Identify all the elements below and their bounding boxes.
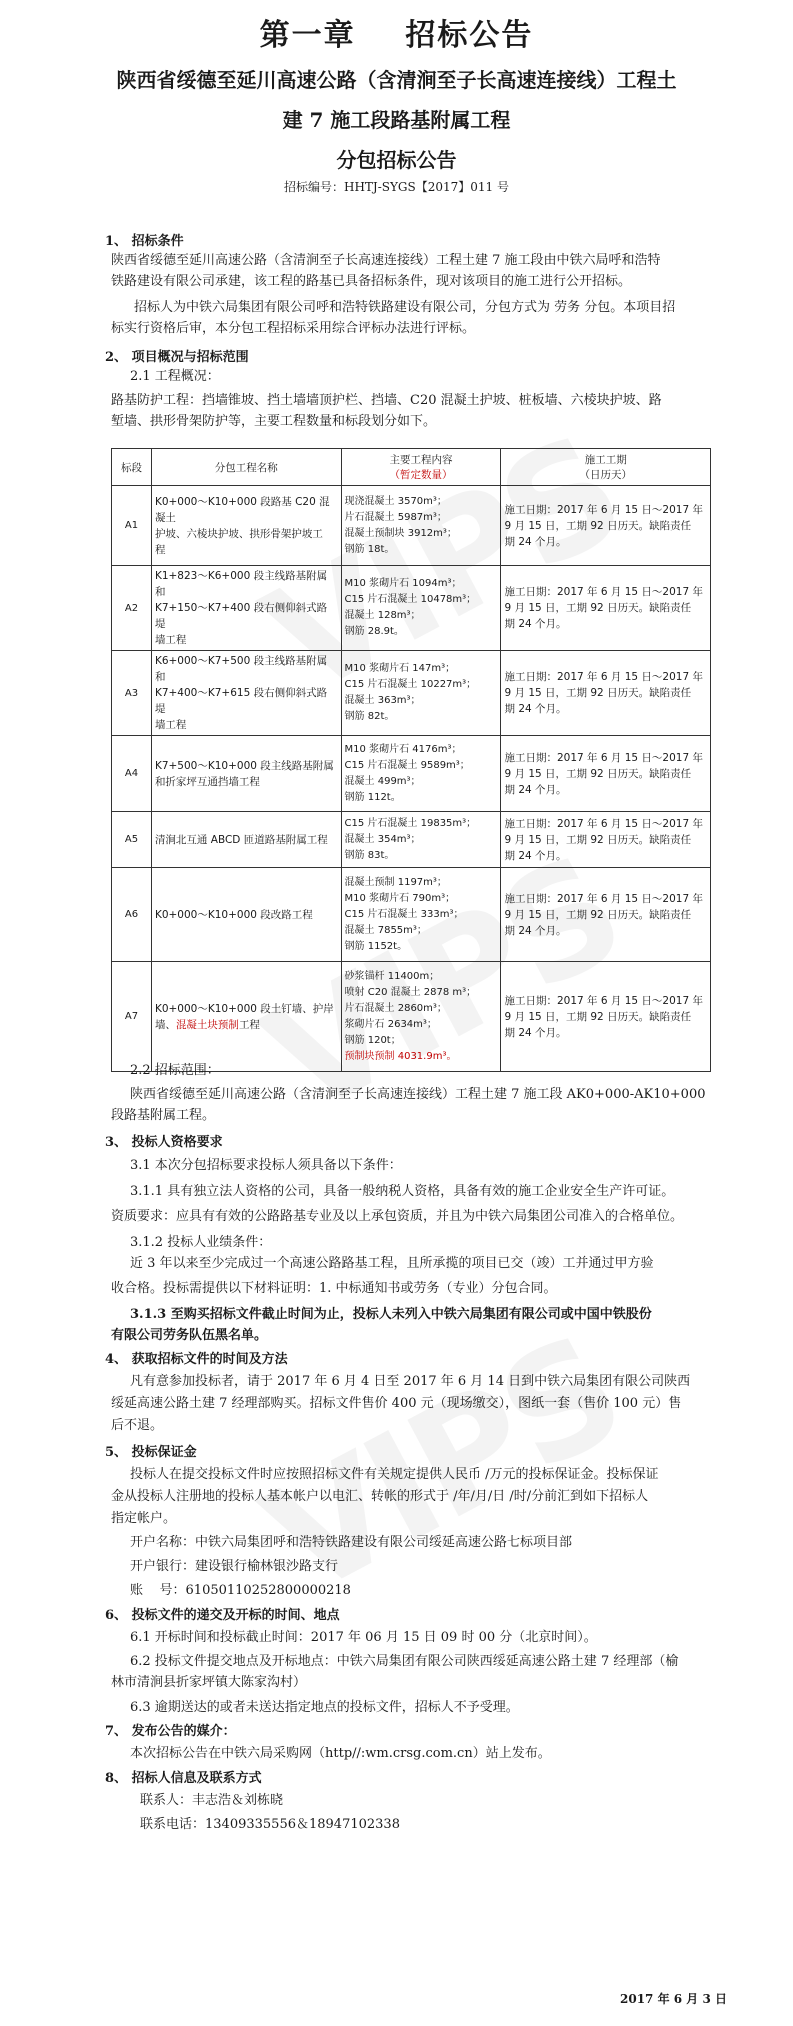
section-3-p6: 收合格。投标需提供以下材料证明：1. 中标通知书或劳务（专业）分包合同。 — [111, 1281, 557, 1296]
period-line: 期 24 个月。 — [504, 703, 567, 715]
content-line: 混凝土预制块 3912m³； — [344, 527, 457, 539]
period-line: 施工日期：2017 年 6 月 15 日～2017 年 — [504, 671, 703, 683]
lot-cell: A2 — [112, 566, 152, 651]
content-line: 钢筋 18t。 — [344, 543, 395, 555]
name-line: K0+000～K10+000 段路基 C20 混凝土 — [154, 495, 330, 524]
period-line: 9 月 15 日，工期 92 日历天。缺陷责任 — [504, 767, 692, 780]
period-line: 施工日期：2017 年 6 月 15 日～2017 年 — [504, 586, 703, 598]
lot-cell: A7 — [112, 962, 152, 1072]
period-line: 施工日期：2017 年 6 月 15 日～2017 年 — [504, 503, 703, 516]
bid-code: 招标编号：HHTJ-SYGS【2017】011 号 — [283, 180, 509, 194]
content-line: M10 浆砌片石 4176m³； — [344, 743, 462, 755]
content-cell — [341, 812, 501, 868]
lot-cell: A3 — [112, 651, 152, 736]
section-4-line3: 后不退。 — [111, 1418, 164, 1433]
name-line: 墙工程 — [154, 719, 187, 731]
section-6-line4: 6.3 逾期送达的或者未送达指定地点的投标文件，招标人不予受理。 — [130, 1700, 519, 1715]
section-5-line3: 指定帐户。 — [111, 1511, 177, 1526]
name-line: K7+400～K7+615 段右侧仰斜式路堤 — [154, 687, 328, 715]
content-line: 混凝土 354m³； — [344, 833, 421, 845]
table-row — [112, 736, 711, 812]
period-line: 9 月 15 日，工期 92 日历天。缺陷责任 — [504, 1010, 692, 1023]
account-number: 账 号：61050110252800000218 — [130, 1583, 351, 1598]
name-cell — [151, 736, 341, 812]
name-line: 墙工程 — [154, 634, 187, 646]
name-cell — [151, 651, 341, 736]
table-row — [112, 868, 711, 962]
content-line: C15 片石混凝土 10227m³； — [344, 679, 477, 690]
header-lot: 标段 — [112, 449, 152, 486]
content-line: 砂浆锚杆 11400m； — [344, 970, 440, 982]
chapter-title: 第一章 招标公告 — [259, 18, 534, 53]
period-line: 9 月 15 日，工期 92 日历天。缺陷责任 — [504, 833, 692, 846]
section-6-heading: 6、 投标文件的递交及开标的时间、地点 — [105, 1608, 340, 1623]
table-row — [112, 962, 711, 1072]
content-line: 钢筋 1152t。 — [344, 940, 408, 952]
header-name: 分包工程名称 — [151, 449, 341, 486]
content-line: M10 浆砌片石 790m³； — [344, 892, 456, 904]
section-3-p1: 3.1 本次分包招标要求投标人须具备以下条件： — [130, 1158, 402, 1173]
project-title-line2: 建 7 施工段路基附属工程 — [282, 108, 511, 132]
table-row — [112, 812, 711, 868]
lot-cell: A5 — [112, 812, 152, 868]
content-line: 混凝土 128m³； — [344, 610, 421, 621]
name-line: K7+500～K10+000 段主线路基附属 — [154, 759, 334, 772]
section-1-para1-line1: 陕西省绥德至延川高速公路（含清涧至子长高速连接线）工程土建 7 施工段由中铁六局呼和浩特 — [111, 253, 661, 268]
name-cell — [151, 812, 341, 868]
section-5-line2: 金从投标人注册地的投标人基本帐户以电汇、转帐的形式于 /年/月/日 /时/分前汇到如下招标人 — [111, 1489, 649, 1504]
section-8-heading: 8、 招标人信息及联系方式 — [105, 1771, 262, 1786]
content-line: 混凝土 363m³； — [344, 695, 421, 706]
content-line: 钢筋 28.9t。 — [344, 626, 404, 637]
section-2-heading: 2、 项目概况与招标范围 — [105, 350, 249, 365]
content-line: 喷射 C20 混凝土 2878 m³； — [344, 986, 477, 998]
period-line: 期 24 个月。 — [504, 1026, 567, 1039]
name-red-highlight: 混凝土块预制 — [175, 1018, 239, 1031]
name-line: 墙、混凝土块预制工程 — [154, 1018, 260, 1031]
content-line: 片石混凝土 5987m³； — [344, 511, 447, 523]
table-header-row — [112, 449, 711, 486]
content-line: 钢筋 120t； — [344, 1034, 401, 1046]
content-line: M10 浆砌片石 1094m³； — [344, 578, 462, 589]
content-cell — [341, 736, 501, 812]
name-line: 清涧北互通 ABCD 匝道路基附属工程 — [154, 833, 328, 846]
content-cell — [341, 486, 501, 566]
content-line: 钢筋 112t。 — [344, 791, 401, 803]
section-3-p2: 3.1.1 具有独立法人资格的公司，具备一般纳税人资格，具备有效的施工企业安全生产许可证。 — [130, 1184, 675, 1199]
section-7-line1: 本次招标公告在中铁六局采购网（http//:wm.crsg.com.cn）站上发布。 — [130, 1746, 551, 1761]
name-line: 护坡、六棱块护坡、拱形骨架护坡工 — [154, 527, 323, 540]
account-name: 开户名称：中铁六局集团呼和浩特铁路建设有限公司绥延高速公路七标项目部 — [130, 1535, 573, 1550]
section-2-para-line1: 路基防护工程：挡墙锥坡、挡土墙墙顶护栏、挡墙、C20 混凝土护坡、桩板墙、六棱块护坡、路 — [111, 393, 662, 408]
period-cell — [501, 962, 711, 1072]
header-content-sub: （暂定数量） — [389, 469, 453, 481]
section-4-line1: 凡有意参加投标者，请于 2017 年 6 月 4 日至 2017 年 6 月 14 日到中铁六局集团有限公司陕西 — [130, 1374, 691, 1389]
header-content-main: 主要工程内容 — [389, 454, 453, 466]
content-line: 混凝土预制 1197m³； — [344, 876, 447, 888]
content-line: 钢筋 82t。 — [344, 711, 395, 722]
section-1-para1-line2: 铁路建设有限公司承建，该工程的路基已具备招标条件，现对该项目的施工进行公开招标。 — [111, 274, 632, 289]
section-3-p7-line2: 有限公司劳务队伍黑名单。 — [111, 1328, 268, 1343]
name-cell — [151, 962, 341, 1072]
scope-line2: 段路基附属工程。 — [111, 1108, 216, 1123]
period-cell — [501, 868, 711, 962]
name-cell — [151, 566, 341, 651]
period-line: 施工日期：2017 年 6 月 15 日～2017 年 — [504, 892, 703, 905]
lot-cell: A4 — [112, 736, 152, 812]
content-line: C15 片石混凝土 19835m³； — [344, 817, 477, 829]
content-line: C15 片石混凝土 333m³； — [344, 908, 464, 920]
content-cell — [341, 566, 501, 651]
section-4-line2: 绥延高速公路土建 7 经理部购买。招标文件售价 400 元（现场缴交），图纸一套（售价 100 元）售 — [111, 1396, 682, 1411]
period-cell — [501, 486, 711, 566]
name-line: 程 — [154, 543, 166, 556]
notice-title: 分包招标公告 — [336, 148, 457, 172]
content-line: 片石混凝土 2860m³； — [344, 1002, 447, 1014]
section-3-p4: 3.1.2 投标人业绩条件： — [130, 1235, 272, 1250]
period-line: 期 24 个月。 — [504, 535, 567, 548]
period-line: 9 月 15 日，工期 92 日历天。缺陷责任 — [504, 602, 692, 614]
scope-line1: 陕西省绥德至延川高速公路（含清涧至子长高速连接线）工程土建 7 施工段 AK0+000-AK10+000 — [130, 1087, 706, 1102]
name-line: K7+150～K7+400 段右侧仰斜式路堤 — [154, 602, 328, 630]
name-line: 和折家坪互通挡墙工程 — [154, 775, 260, 788]
scope-heading: 2.2 招标范围： — [130, 1063, 220, 1078]
content-line: 钢筋 83t。 — [344, 849, 395, 861]
header-period-sub: （日历天） — [579, 469, 632, 481]
period-line: 9 月 15 日，工期 92 日历天。缺陷责任 — [504, 687, 692, 699]
lot-cell: A6 — [112, 868, 152, 962]
section-1-para2-line2: 标实行资格后审，本分包工程招标采用综合评标办法进行评标。 — [111, 321, 476, 336]
table-row — [112, 651, 711, 736]
section-3-p5: 近 3 年以来至少完成过一个高速公路路基工程，且所承揽的项目已交（竣）工并通过甲方验 — [130, 1256, 654, 1271]
bank-name: 开户银行：建设银行榆林银沙路支行 — [130, 1559, 339, 1574]
name-line: K6+000～K7+500 段主线路基附属和 — [154, 655, 328, 683]
notice-date: 2017 年 6 月 3 日 — [620, 1992, 727, 2006]
period-line: 施工日期：2017 年 6 月 15 日～2017 年 — [504, 751, 703, 764]
section-1-heading: 1、 招标条件 — [105, 234, 184, 249]
content-line: 混凝土 499m³； — [344, 775, 421, 787]
header-content — [341, 449, 501, 486]
content-cell — [341, 962, 501, 1072]
section-3-p3: 资质要求：应具有有效的公路路基专业及以上承包资质，并且为中铁六局集团公司准入的合格单位。 — [111, 1209, 684, 1224]
section-2-para-line2: 堑墙、拱形骨架防护等，主要工程数量和标段划分如下。 — [111, 414, 437, 429]
period-cell — [501, 651, 711, 736]
section-6-line3: 林市清涧县折家坪镇大陈家沟村） — [111, 1675, 307, 1690]
header-period — [501, 449, 711, 486]
section-3-p7-line1: 3.1.3 至购买招标文件截止时间为止，投标人未列入中铁六局集团有限公司或中国中铁股份 — [130, 1307, 652, 1322]
lot-cell: A1 — [112, 486, 152, 566]
section-3-heading: 3、 投标人资格要求 — [105, 1135, 223, 1150]
content-cell — [341, 651, 501, 736]
name-cell — [151, 486, 341, 566]
content-line: 混凝土 7855m³； — [344, 924, 427, 936]
table-row — [112, 486, 711, 566]
section-2-1-heading: 2.1 工程概况： — [130, 369, 220, 384]
content-line: M10 浆砌片石 147m³； — [344, 663, 456, 674]
content-line: 浆砌片石 2634m³； — [344, 1018, 437, 1030]
period-line: 期 24 个月。 — [504, 924, 567, 937]
content-line: 现浇混凝土 3570m³； — [344, 495, 447, 507]
period-line: 期 24 个月。 — [504, 618, 567, 630]
section-6-line2: 6.2 投标文件提交地点及开标地点：中铁六局集团有限公司陕西绥延高速公路土建 7 经理部（榆 — [130, 1654, 679, 1669]
contact-phone: 联系电话：13409335556＆18947102338 — [140, 1817, 400, 1832]
period-line: 9 月 15 日，工期 92 日历天。缺陷责任 — [504, 519, 692, 532]
name-line: K0+000～K10+000 段土钉墙、护岸 — [154, 1002, 334, 1015]
name-line: K0+000～K10+000 段改路工程 — [154, 908, 313, 921]
period-line: 施工日期：2017 年 6 月 15 日～2017 年 — [504, 817, 703, 830]
name-line: K1+823～K6+000 段主线路基附属和 — [154, 570, 328, 598]
lot-table — [111, 448, 711, 1072]
content-line: 预制块预制 4031.9m³。 — [344, 1050, 457, 1062]
section-1-para2-line1: 招标人为中铁六局集团有限公司呼和浩特铁路建设有限公司，分包方式为 劳务 分包。本项目招 — [134, 300, 676, 315]
content-line: C15 片石混凝土 10478m³； — [344, 594, 477, 605]
name-cell — [151, 868, 341, 962]
period-cell — [501, 812, 711, 868]
period-cell — [501, 566, 711, 651]
table-row — [112, 566, 711, 651]
section-5-line1: 投标人在提交投标文件时应按照招标文件有关规定提供人民币 /万元的投标保证金。投标保证 — [130, 1467, 659, 1482]
period-line: 期 24 个月。 — [504, 849, 567, 862]
section-6-line1: 6.1 开标时间和投标截止时间：2017 年 06 月 15 日 09 时 00 分（北京时间）。 — [130, 1630, 597, 1645]
period-line: 施工日期：2017 年 6 月 15 日～2017 年 — [504, 994, 703, 1007]
period-line: 期 24 个月。 — [504, 783, 567, 796]
period-line: 9 月 15 日，工期 92 日历天。缺陷责任 — [504, 908, 692, 921]
section-7-heading: 7、 发布公告的媒介： — [105, 1724, 236, 1739]
section-4-heading: 4、 获取招标文件的时间及方法 — [105, 1352, 288, 1367]
header-period-main: 施工工期 — [584, 454, 627, 466]
contact-person: 联系人：丰志浩＆刘栋晓 — [140, 1793, 284, 1808]
content-cell — [341, 868, 501, 962]
content-line: C15 片石混凝土 9589m³； — [344, 759, 470, 771]
project-title-line1: 陕西省绥德至延川高速公路（含清涧至子长高速连接线）工程土 — [116, 68, 677, 92]
period-cell — [501, 736, 711, 812]
section-5-heading: 5、 投标保证金 — [105, 1445, 197, 1460]
